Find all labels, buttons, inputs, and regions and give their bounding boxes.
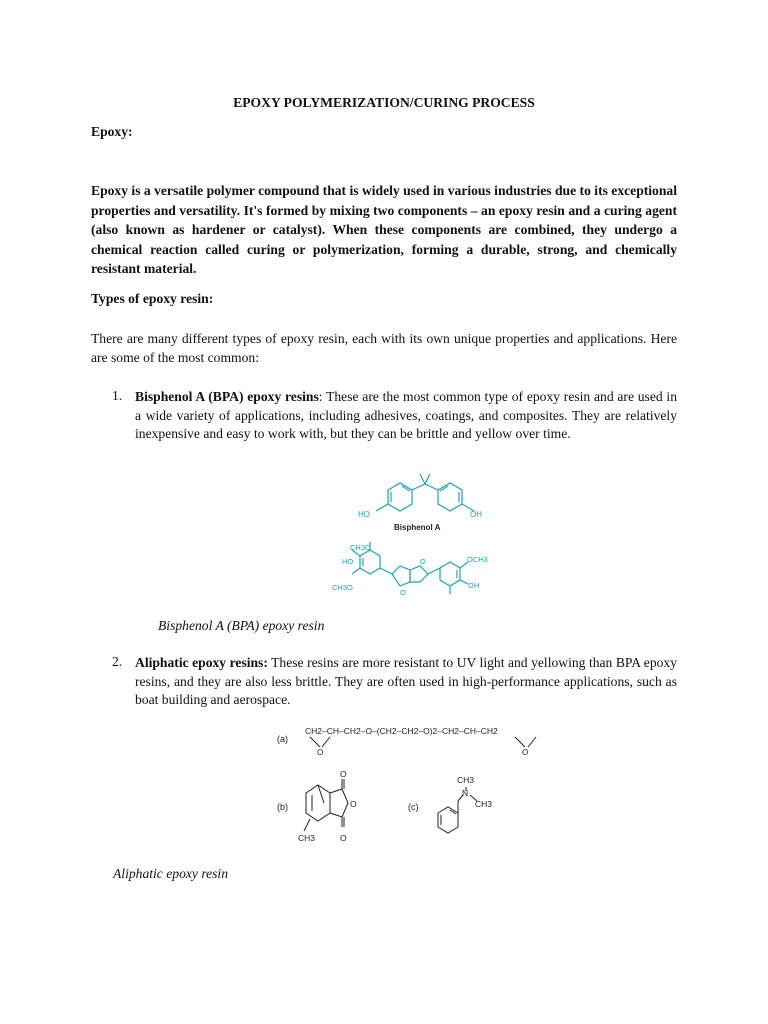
list-item-term: Aliphatic epoxy resins:	[135, 655, 268, 670]
list-item-number: 2.	[112, 654, 123, 669]
epoxide-oxygen-left: O	[317, 748, 324, 757]
list-item-separator: :	[318, 389, 323, 404]
ch3o-top-label: CH3O	[350, 543, 371, 552]
list-item-text: These resins are more resistant to UV light and yellowing than BPA epoxy resins, and they are also less brittle. They are often used in high-performance applications, such as boat building and aerospace.	[135, 655, 678, 707]
anhydride-oxygen-mid: O	[350, 799, 357, 809]
amine-ch3-right: CH3	[475, 799, 493, 809]
list-item-number: 1.	[112, 388, 123, 403]
och3-label: OCH3	[467, 555, 488, 564]
anhydride-oxygen-top: O	[340, 769, 347, 779]
anhydride-ch3: CH3	[298, 833, 316, 843]
types-intro-paragraph: There are many different types of epoxy resin, each with its own unique properties and applications. Here are some of the most common:	[91, 331, 677, 365]
bisphenol-a-structure-image	[330, 470, 520, 600]
types-heading: Types of epoxy resin:	[91, 291, 214, 306]
ring-oxygen-top-label: O	[420, 557, 426, 566]
oh-label: OH	[470, 510, 482, 519]
list-item-text: These are the most common type of epoxy resin and are used in a wide variety of applications, including adhesives, coatings, and composites. They are relatively inexpensive and easy to work with, but they can be brittle and yellow over time.	[135, 389, 678, 441]
formula-a: CH2–CH–CH2–O–(CH2–CH2–O)2–CH2–CH–CH2	[305, 726, 498, 736]
figure1-caption: Bisphenol A (BPA) epoxy resin	[158, 618, 325, 633]
list-item	[135, 388, 677, 444]
amine-ch3-top: CH3	[457, 775, 475, 785]
aliphatic-epoxy-structure-image	[270, 715, 570, 850]
figure2-caption: Aliphatic epoxy resin	[113, 866, 229, 881]
anhydride-oxygen-bottom: O	[340, 833, 347, 843]
ch3o-bottom-label: CH3O	[332, 583, 353, 592]
ring-oxygen-bottom-label: O	[400, 588, 406, 597]
label-a: (a)	[277, 734, 288, 744]
ho-lower-label: HO	[342, 557, 354, 566]
label-b: (b)	[277, 802, 288, 812]
label-c: (c)	[408, 802, 419, 812]
list-item-term: Bisphenol A (BPA) epoxy resins	[135, 389, 319, 404]
oh-lower-label: OH	[468, 581, 480, 590]
amine-nitrogen: N	[462, 788, 469, 798]
intro-paragraph: Epoxy is a versatile polymer compound that is widely used in various industries due to its exceptional properties and versatility. It's formed by mixing two components – an epoxy resin and a curing agent (also known as hardener or catalyst). When these components are combined, they undergo a chemical reaction called curing or polymerization, forming a durable, strong, and chemically resistant material.	[91, 183, 677, 276]
list-item	[135, 654, 677, 710]
epoxide-oxygen-right: O	[522, 748, 529, 757]
document-title: EPOXY POLYMERIZATION/CURING PROCESS	[233, 95, 535, 110]
ho-label: HO	[358, 510, 370, 519]
bisphenol-a-label: Bisphenol A	[394, 523, 441, 532]
epoxy-heading: Epoxy:	[91, 124, 133, 139]
